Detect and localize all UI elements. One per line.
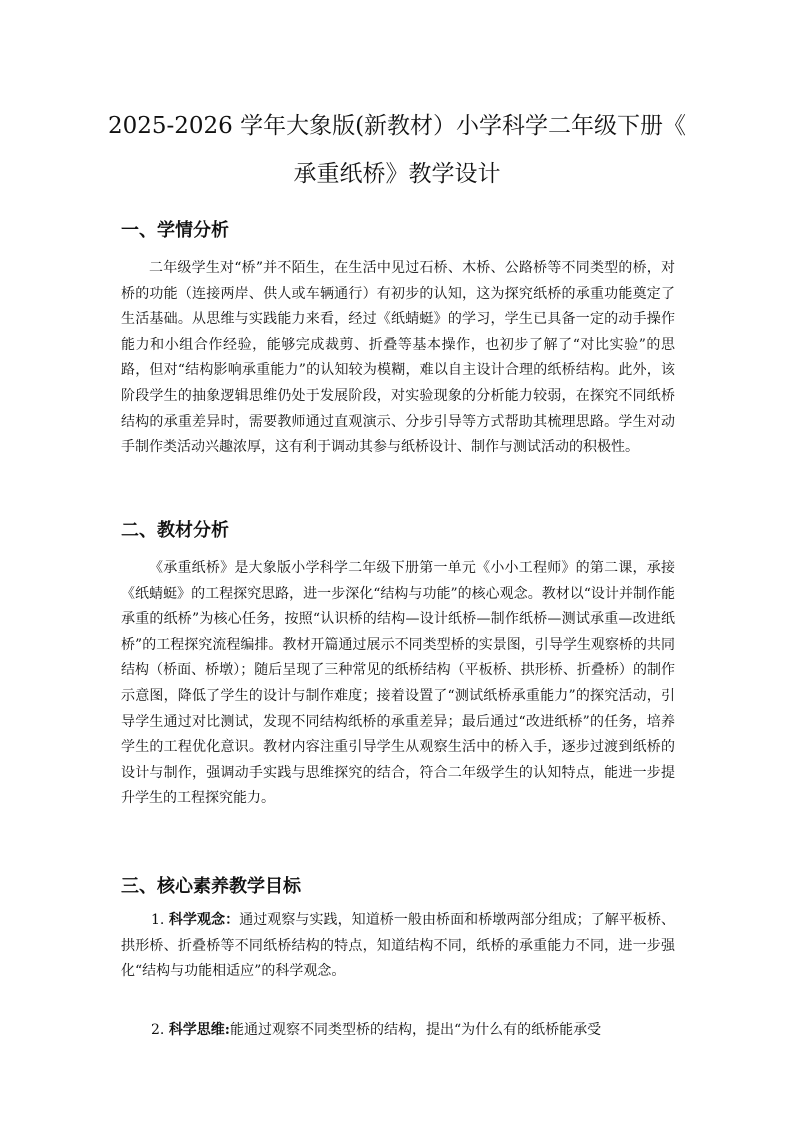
section-heading-teaching-goals: 三、核心素养教学目标: [121, 876, 301, 897]
title-line-2: 承重纸桥》教学设计: [293, 161, 501, 187]
goal-item: [121, 908, 675, 985]
goal-item-text: 能通过观察不同类型桥的结构，提出“为什么有的纸桥能承受: [229, 1022, 602, 1038]
section-heading-learner-analysis: 一、学情分析: [121, 220, 229, 241]
title-line-1: 2025-2026 学年大象版(新教材）小学科学二年级下册《: [107, 113, 687, 139]
goal-item-number: 1.: [151, 912, 165, 928]
section-heading-textbook-analysis: 二、教材分析: [121, 520, 229, 541]
goal-item-label: 科学思维:: [168, 1022, 230, 1038]
goal-item: [121, 1018, 675, 1044]
section-paragraph-textbook-analysis: 《承重纸桥》是大象版小学科学二年级下册第一单元《小小工程师》的第二课，承接《纸蜻蜓》的工程探究思路，进一步深化“结构与功能”的核心观念。教材以“设计并制作能承重的纸桥”为核心任务，按照“认识桥的结构—设计纸桥—制作纸桥—测试承重—改进纸桥”的工程探究流程编排。教材开篇通过展示不同类型桥的实景图，引导学生观察桥的共同结构（桥面、桥墩）；随后呈现了三种常见的纸桥结构（平板桥、拱形桥、折叠桥）的制作示意图，降低了学生的设计与制作难度；接着设置了“测试纸桥承重能力”的探究活动，引导学生通过对比测试，发现不同结构纸桥的承重差异；最后通过“改进纸桥”的任务，培养学生的工程优化意识。教材内容注重引导学生从观察生活中的桥入手，逐步过渡到纸桥的设计与制作，强调动手实践与思维探究的结合，符合二年级学生的认知特点，能进一步提升学生的工程探究能力。: [121, 560, 675, 807]
goal-item-number: 2.: [151, 1022, 165, 1038]
goal-item-label: 科学观念：: [168, 912, 240, 928]
section-paragraph-learner-analysis: 二年级学生对“桥”并不陌生，在生活中见过石桥、木桥、公路桥等不同类型的桥，对桥的功能（连接两岸、供人或车辆通行）有初步的认知，这为探究纸桥的承重功能奠定了生活基础。从思维与实践能力来看，经过《纸蜻蜓》的学习，学生已具备一定的动手操作能力和小组合作经验，能够完成裁剪、折叠等基本操作，也初步了解了“对比实验”的思路，但对“结构影响承重能力”的认知较为模糊，难以自主设计合理的纸桥结构。此外，该阶段学生的抽象逻辑思维仍处于发展阶段，对实验现象的分析能力较弱，在探究不同纸桥结构的承重差异时，需要教师通过直观演示、分步引导等方式帮助其梳理思路。学生对动手制作类活动兴趣浓厚，这有利于调动其参与纸桥设计、制作与测试活动的积极性。: [121, 260, 675, 456]
goal-item-text: 通过观察与实践，知道桥一般由桥面和桥墩两部分组成；了解平板桥、拱形桥、折叠桥等不同纸桥结构的特点，知道结构不同，纸桥的承重能力不同，进一步强化“结构与功能相适应”的科学观念。: [121, 912, 676, 980]
document-title: [100, 102, 694, 198]
